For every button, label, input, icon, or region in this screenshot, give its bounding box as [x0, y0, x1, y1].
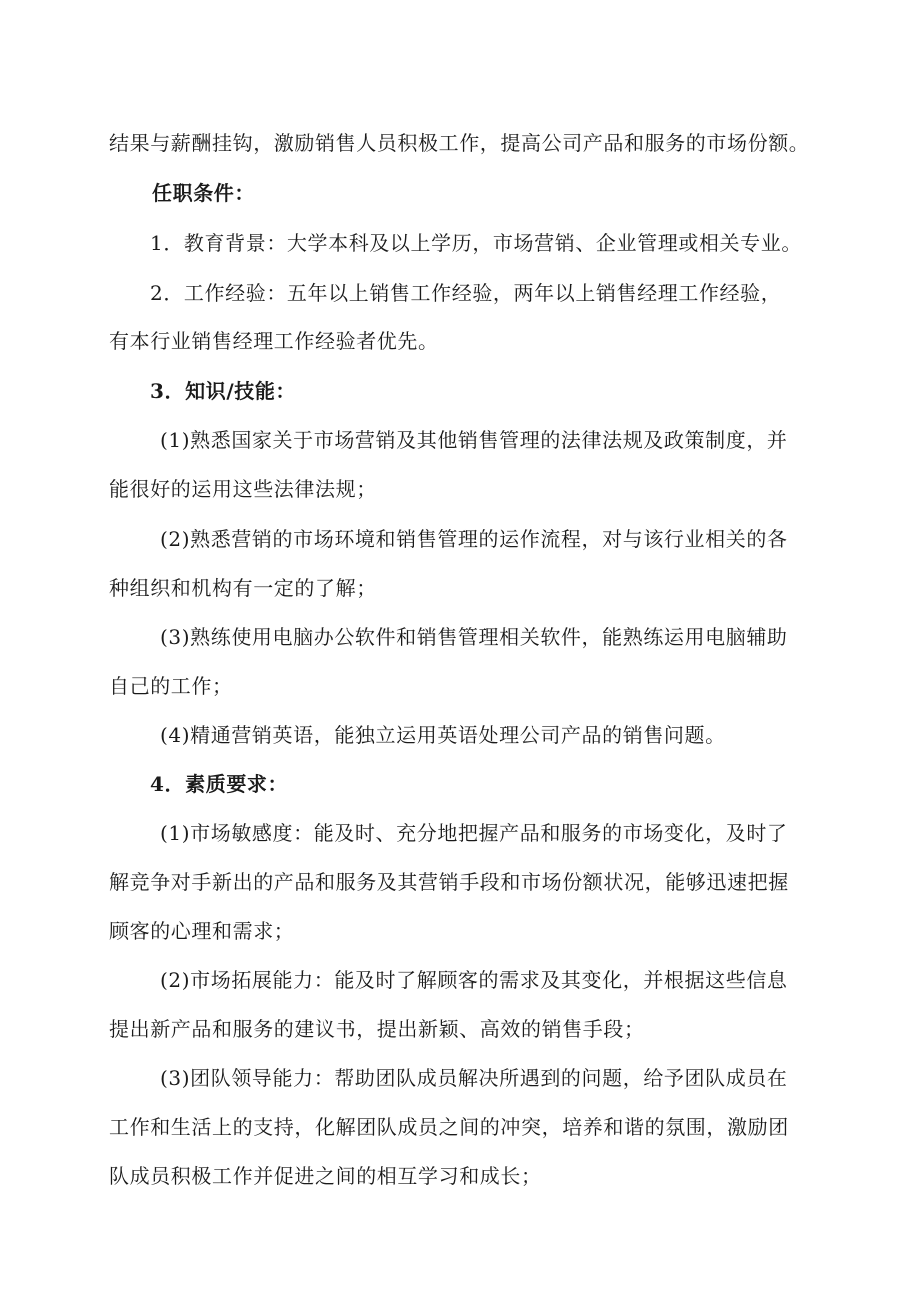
- item-experience: 2．工作经验：五年以上销售工作经验，两年以上销售经理工作经验，: [150, 281, 782, 305]
- skill-item-2: (2)熟悉营销的市场环境和销售管理的运作流程，对与该行业相关的各: [160, 527, 788, 551]
- quality-item-3-cont: 工作和生活上的支持，化解团队成员之间的冲突，培养和谐的氛围，激励团: [109, 1115, 789, 1139]
- skill-item-3-cont: 自己的工作；: [109, 674, 233, 698]
- skill-item-2-cont: 种组织和机构有一定的了解；: [109, 576, 377, 600]
- quality-item-3: (3)团队领导能力：帮助团队成员解决所遇到的问题，给予团队成员在: [160, 1066, 788, 1090]
- skill-item-3: (3)熟练使用电脑办公软件和销售管理相关软件，能熟练运用电脑辅助: [160, 625, 788, 649]
- quality-item-3-cont: 队成员积极工作并促进之间的相互学习和成长；: [109, 1164, 542, 1188]
- paragraph-line: 结果与薪酬挂钩，激励销售人员积极工作，提高公司产品和服务的市场份额。: [109, 131, 810, 155]
- quality-item-2-cont: 提出新产品和服务的建议书，提出新颖、高效的销售手段；: [109, 1017, 645, 1041]
- quality-item-1: (1)市场敏感度：能及时、充分地把握产品和服务的市场变化，及时了: [160, 821, 788, 845]
- skill-item-1: (1)熟悉国家关于市场营销及其他销售管理的法律法规及政策制度，并: [160, 428, 788, 452]
- section-heading-requirements: 任职条件：: [152, 181, 255, 205]
- quality-item-1-cont: 解竞争对手新出的产品和服务及其营销手段和市场份额状况，能够迅速把握: [109, 870, 789, 894]
- section-heading-qualities: 4．素质要求：: [150, 772, 289, 796]
- item-experience-cont: 有本行业销售经理工作经验者优先。: [109, 329, 439, 353]
- skill-item-4: (4)精通营销英语，能独立运用英语处理公司产品的销售问题。: [160, 723, 726, 747]
- quality-item-2: (2)市场拓展能力：能及时了解顾客的需求及其变化，并根据这些信息: [160, 968, 788, 992]
- item-education: 1．教育背景：大学本科及以上学历，市场营销、企业管理或相关专业。: [150, 231, 802, 255]
- section-heading-skills: 3．知识/技能：: [150, 379, 297, 403]
- quality-item-1-cont: 顾客的心理和需求；: [109, 919, 295, 943]
- skill-item-1-cont: 能很好的运用这些法律法规；: [109, 477, 377, 501]
